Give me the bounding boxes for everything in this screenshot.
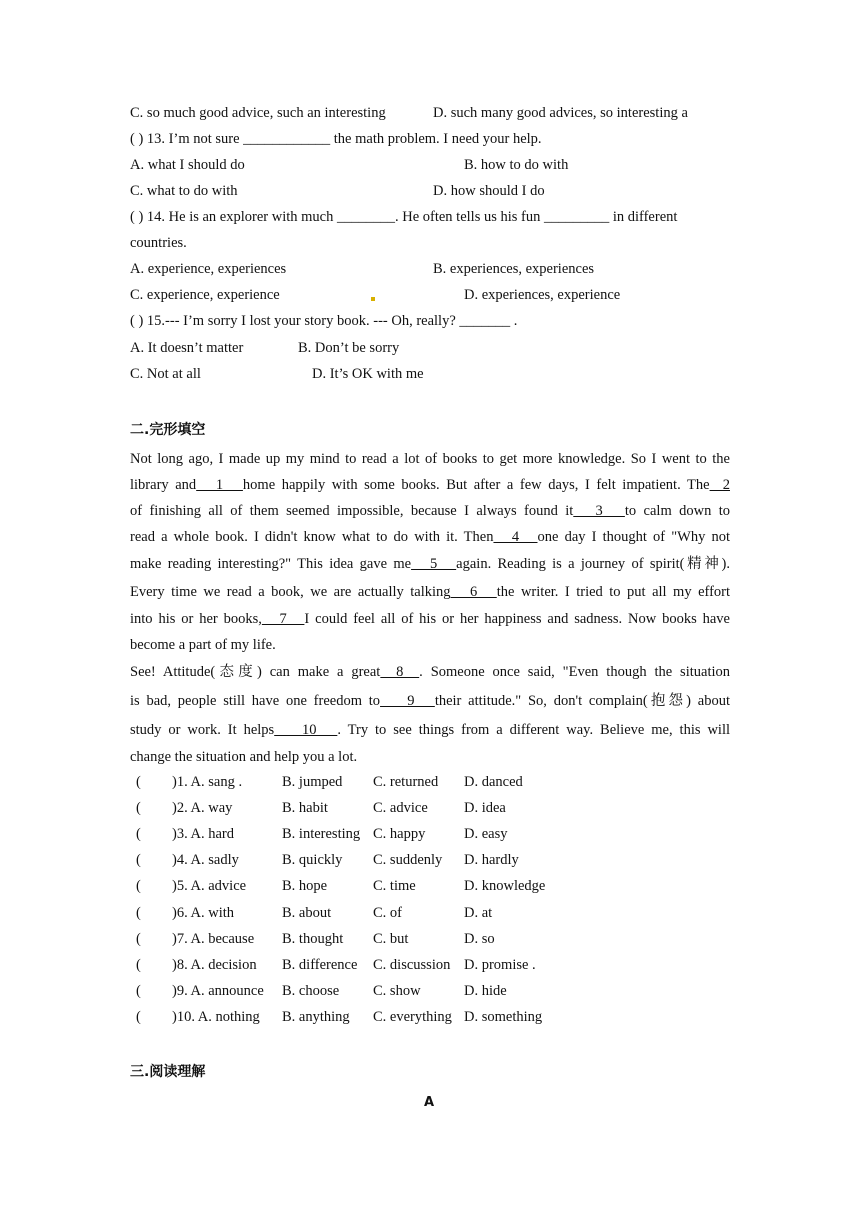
cloze-line [130, 692, 730, 710]
cloze-text: . Someone once said, "Even though the situation [419, 664, 731, 680]
option-d: D. easy [464, 826, 508, 843]
q13-option-c: C. what to do with [130, 183, 238, 199]
q12-option-d: D. such many good advices, so interesting a [433, 105, 688, 121]
cloze-line [130, 476, 730, 494]
cloze-line [130, 528, 730, 546]
cloze-blank: 8 [380, 664, 420, 680]
cloze-text: one day I thought of "Why not [537, 529, 731, 545]
option-b: B. thought [282, 930, 344, 947]
option-num: )3. A. hard [172, 826, 235, 843]
cloze-line [130, 663, 730, 681]
option-num: )2. A. way [172, 800, 233, 817]
cloze-line [130, 450, 730, 468]
cloze-blank: 5 [411, 556, 457, 572]
option-c: C. everything [373, 1008, 452, 1025]
answer-bracket: ( [136, 982, 141, 999]
cloze-text: their attitude." So, don't complain(抱怨) about [434, 693, 730, 709]
cloze-blank: 6 [450, 584, 497, 600]
option-d: D. promise . [464, 956, 536, 973]
option-b: B. choose [282, 982, 340, 999]
cloze-blank: 2 [709, 477, 730, 493]
option-d: D. hardly [464, 852, 519, 869]
cloze-text: . Try to see things from a different way. Believe me, this will [337, 722, 731, 738]
option-c: C. time [373, 878, 416, 895]
cloze-text: is bad, people still have one freedom to [130, 693, 381, 709]
answer-bracket: ( [136, 956, 141, 973]
cloze-text: home happily with some books. But after a few days, I felt impatient. The [242, 477, 710, 493]
q15-option-b: B. Don’t be sorry [298, 340, 400, 356]
stray-mark [371, 297, 375, 301]
option-d: D. idea [464, 800, 506, 817]
option-c: C. but [373, 930, 409, 947]
cloze-text: library and [130, 477, 197, 493]
option-d: D. danced [464, 774, 523, 790]
option-c: C. of [373, 904, 402, 921]
q15-option-d: D. It’s OK with me [312, 366, 424, 382]
cloze-text: again. Reading is a journey of spirit(精神). [456, 556, 730, 572]
answer-bracket: ( [136, 930, 141, 947]
answer-bracket: ( [136, 774, 141, 790]
option-b: B. difference [282, 956, 358, 973]
option-num: )6. A. with [172, 904, 235, 921]
q14-option-c: C. experience, experience [130, 287, 280, 303]
answer-bracket: ( [136, 904, 141, 921]
option-d: D. hide [464, 982, 507, 999]
q13-option-d: D. how should I do [433, 183, 545, 199]
option-b: B. jumped [282, 774, 343, 790]
cloze-text: of finishing all of them seemed impossible, because I always found it [130, 503, 574, 519]
cloze-text: study or work. It helps [130, 722, 275, 738]
q13-option-a: A. what I should do [130, 157, 245, 173]
q14-option-a: A. experience, experiences [130, 261, 287, 277]
option-c: C. show [373, 982, 421, 999]
option-num: )8. A. decision [172, 956, 257, 973]
cloze-blank: 9 [380, 693, 435, 709]
option-b: B. habit [282, 800, 328, 817]
cloze-text: I could feel all of his or her happiness and sadness. Now books have [304, 611, 730, 627]
reading-heading: 三.阅读理解 [130, 1064, 206, 1080]
q15-option-a: A. It doesn’t matter [130, 340, 244, 356]
cloze-text: Not long ago, I made up my mind to read a lot of books to get more knowledge. So I went to the [130, 451, 730, 467]
answer-bracket: ( [136, 878, 141, 895]
option-c: C. returned [373, 774, 439, 790]
q14-option-d: D. experiences, experience [464, 287, 621, 303]
cloze-line [130, 721, 730, 739]
cloze-heading: 二.完形填空 [130, 422, 206, 438]
option-num: )4. A. sadly [172, 852, 239, 869]
cloze-line [130, 583, 730, 601]
option-b: B. quickly [282, 852, 343, 869]
cloze-line: change the situation and help you a lot. [130, 749, 358, 765]
option-c: C. discussion [373, 956, 451, 973]
cloze-blank: 7 [261, 611, 305, 627]
q14-stem-line2: countries. [130, 235, 187, 251]
q12-option-c: C. so much good advice, such an interesting [130, 105, 386, 121]
answer-bracket: ( [136, 826, 141, 843]
option-b: B. anything [282, 1008, 350, 1025]
option-c: C. happy [373, 826, 426, 843]
option-num: )9. A. announce [172, 982, 264, 999]
option-b: B. about [282, 904, 332, 921]
cloze-text: into his or her books, [130, 611, 262, 627]
option-c: C. suddenly [373, 852, 443, 869]
answer-bracket: ( [136, 800, 141, 817]
cloze-line [130, 502, 730, 520]
option-d: D. something [464, 1008, 543, 1025]
cloze-text: See! Attitude(态度) can make a great [130, 664, 381, 680]
cloze-text: Every time we read a book, we are actually talking [130, 584, 451, 600]
option-d: D. knowledge [464, 878, 546, 895]
cloze-blank: 10 [274, 722, 338, 738]
cloze-line [130, 610, 730, 628]
option-num: )5. A. advice [172, 878, 247, 895]
option-num: )1. A. sang . [172, 774, 243, 790]
cloze-blank: 1 [196, 477, 243, 493]
option-b: B. interesting [282, 826, 361, 843]
option-b: B. hope [282, 878, 328, 895]
cloze-text: read a whole book. I didn't know what to do with it. Then [130, 529, 494, 545]
cloze-text: make reading interesting?" This idea gave me [130, 556, 412, 572]
cloze-blank: 3 [573, 503, 625, 519]
cloze-line: become a part of my life. [130, 637, 276, 653]
cloze-line [130, 555, 730, 573]
option-num: )10. A. nothing [172, 1008, 260, 1025]
q13-option-b: B. how to do with [464, 157, 569, 173]
cloze-blank: 4 [493, 529, 538, 545]
cloze-text: to calm down to [624, 503, 730, 519]
q14-option-b: B. experiences, experiences [433, 261, 595, 277]
option-c: C. advice [373, 800, 428, 817]
cloze-text: the writer. I tried to put all my effort [496, 584, 731, 600]
q13-stem: ( ) 13. I’m not sure ____________ the math problem. I need your help. [130, 131, 542, 147]
option-num: )7. A. because [172, 930, 255, 947]
q15-option-c: C. Not at all [130, 366, 201, 382]
q14-stem-line1: ( ) 14. He is an explorer with much ________. He often tells us his fun _________ in different [130, 209, 678, 225]
answer-bracket: ( [136, 852, 141, 869]
reading-section-label: A [424, 1095, 435, 1110]
answer-bracket: ( [136, 1008, 141, 1025]
option-d: D. at [464, 904, 493, 921]
q15-stem: ( ) 15.--- I’m sorry I lost your story book. --- Oh, really? _______ . [130, 313, 518, 329]
option-d: D. so [464, 930, 495, 947]
